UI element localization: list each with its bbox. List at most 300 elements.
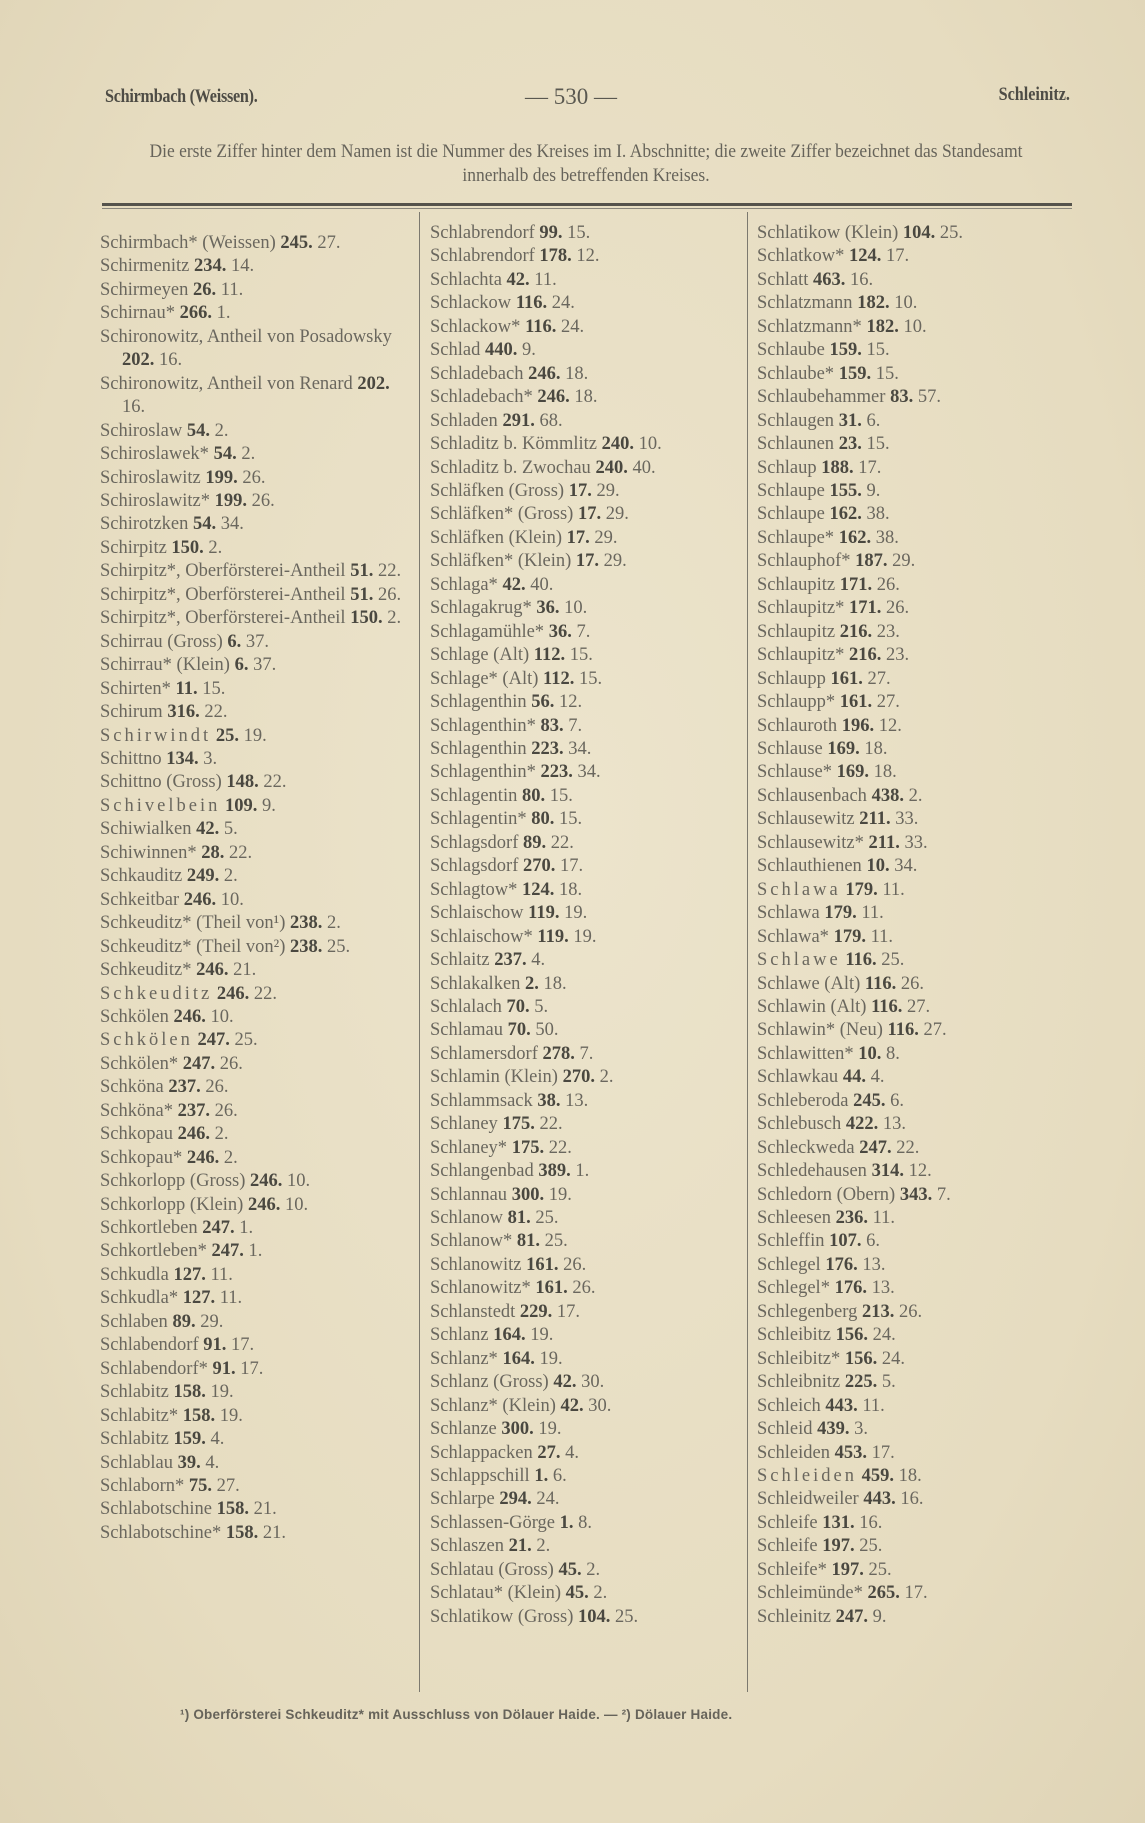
place-name: Schlanz [430,1325,489,1346]
registry-office-number: 22. [204,702,228,723]
registry-office-number: 15. [558,809,583,830]
registry-office-number: 1. [248,1241,263,1262]
place-name: Schlauroth [757,715,838,736]
index-entry [430,457,730,480]
registry-office-number: 18. [898,1466,922,1487]
registry-office-number: 7. [936,1184,951,1205]
registry-office-number: 21. [253,1499,277,1520]
registry-office-number: 17. [240,1358,264,1379]
place-name: Schladebach* [430,387,533,408]
index-entry [757,1019,1057,1042]
registry-office-number: 50. [535,1020,559,1041]
place-name: Schledorn (Obern) [757,1184,896,1205]
registry-office-number: 33. [904,832,928,853]
index-entry [100,701,412,724]
district-number: 116. [871,996,903,1017]
district-number: 278. [542,1043,575,1064]
district-number: 112. [533,645,566,666]
index-entry [757,761,1057,784]
index-entry [100,1498,412,1521]
district-number: 171. [839,574,873,595]
index-entry [430,1442,730,1465]
district-number: 109. [224,795,258,816]
registry-office-number: 10. [564,598,588,619]
registry-office-number: 6. [866,1231,880,1252]
registry-office-number: 15. [579,668,603,689]
place-name: Schlangenbad [430,1161,534,1182]
district-number: 6. [234,655,249,676]
place-name: Schlabrendorf [430,246,535,267]
index-entry [430,1184,730,1207]
index-entry [757,1442,1057,1465]
registry-office-number: 9. [866,480,881,501]
district-number: 240. [601,434,634,455]
index-entry [757,1606,1057,1629]
district-number: 116. [515,293,548,314]
index-entry [430,949,730,972]
index-entry [757,879,1057,902]
district-number: 161. [535,1278,568,1299]
district-number: 179. [845,879,878,900]
place-name: Schlawa* [757,926,829,947]
place-name: Schlanz* (Klein) [430,1395,556,1416]
registry-office-number: 27. [907,996,931,1017]
registry-office-number: 12. [576,246,600,267]
registry-office-number: 11. [872,1208,896,1229]
district-number: 158. [173,1382,206,1403]
registry-office-number: 4. [870,1067,885,1088]
registry-office-number: 22. [548,1137,572,1158]
district-number: 45. [565,1583,589,1604]
registry-office-number: 27. [923,1020,947,1041]
district-number: 36. [536,598,560,619]
registry-office-number: 26. [876,574,900,595]
place-name: Schirpitz*, Oberförsterei-Antheil [100,584,346,605]
district-number: 11. [175,678,198,699]
place-name: Schlamersdorf [430,1043,538,1064]
place-name: Schlanow [430,1208,503,1229]
registry-office-number: 11. [219,1288,243,1309]
district-number: 56. [531,692,555,713]
district-number: 39. [177,1452,201,1473]
index-entry [757,1348,1057,1371]
index-entry [757,1395,1057,1418]
district-number: 453. [834,1442,867,1463]
index-entry [757,691,1057,714]
registry-office-number: 11. [870,926,894,947]
registry-office-number: 26. [251,490,275,511]
index-entry [100,232,412,255]
index-entry [430,1230,730,1253]
place-name: Schlagsdorf [430,832,519,853]
place-name: Schlauphof* [757,551,851,572]
place-name: Schkeuditz* [100,960,192,981]
place-name: Schlakalken [430,973,521,994]
district-number: 175. [511,1137,545,1158]
district-number: 343. [899,1184,933,1205]
place-name: Schleidweiler [757,1489,859,1510]
district-number: 2. [525,973,539,994]
index-entry [100,490,412,513]
district-number: 225. [844,1372,878,1393]
place-name: Schleife [757,1536,818,1557]
place-name: Schkölen* [100,1053,179,1074]
place-name: Schkölen [100,1030,193,1051]
registry-office-number: 34. [220,514,244,535]
place-name: Schirten* [100,678,171,699]
place-name: Schlarpe [430,1489,495,1510]
registry-office-number: 19. [564,903,588,924]
place-name: Schlatikow (Gross) [430,1606,574,1627]
place-name: Schleckweda [757,1137,855,1158]
district-number: 443. [863,1489,896,1510]
place-name: Schlause [757,738,823,759]
district-number: 240. [595,457,628,478]
place-name: Schlaben [100,1311,168,1332]
place-name: Schirpitz*, Oberförsterei-Antheil [100,561,346,582]
district-number: 443. [825,1395,858,1416]
district-number: 124. [848,246,882,267]
district-number: 247. [211,1241,244,1262]
index-entry [100,560,412,583]
district-number: 23. [838,434,862,455]
district-number: 229. [519,1301,553,1322]
registry-office-number: 24. [551,293,575,314]
index-entry [430,1160,730,1183]
district-number: 107. [829,1231,862,1252]
place-name: Schlagentin* [430,809,527,830]
district-number: 42. [502,574,526,595]
registry-office-number: 25. [614,1606,639,1627]
registry-office-number: 17. [560,856,584,877]
index-entry [100,678,412,701]
registry-office-number: 24. [872,1325,896,1346]
index-entry [430,1348,730,1371]
registry-office-number: 3. [203,748,218,769]
place-name: Schlanstedt [430,1301,516,1322]
registry-office-number: 25. [859,1536,883,1557]
place-name: Schlaubehammer [757,387,886,408]
registry-office-number: 2. [223,1147,238,1168]
registry-office-number: 13. [565,1090,589,1111]
district-number: 238. [290,913,323,934]
district-number: 159. [829,340,862,361]
district-number: 199. [205,467,238,488]
district-number: 211. [859,809,891,830]
index-entry [100,255,412,278]
place-name: Schlanowitz* [430,1278,531,1299]
registry-office-number: 16. [859,1512,883,1533]
place-name: Schladitz b. Kömmlitz [430,434,597,455]
place-name: Schittno [100,748,162,769]
place-name: Schlegel* [757,1278,830,1299]
index-entry [757,1113,1057,1136]
index-entry [757,457,1057,480]
registry-office-number: 25. [544,1231,568,1252]
district-number: 54. [186,420,210,441]
place-name: Schlaugen [757,410,835,431]
place-name: Schlaischow [430,903,524,924]
registry-office-number: 25. [868,1559,892,1580]
district-number: 246. [216,983,250,1004]
district-number: 176. [834,1278,867,1299]
place-name: Schirum [100,702,163,723]
index-entry [757,1254,1057,1277]
place-name: Schkorlopp (Gross) [100,1171,246,1192]
index-entry [100,302,412,325]
index-entry [100,420,412,443]
district-number: 249. [186,866,220,887]
place-name: Schlawe [757,950,841,971]
registry-office-number: 2. [593,1583,608,1604]
place-name: Schlagenthin [430,692,527,713]
registry-office-number: 1. [575,1161,590,1182]
district-number: 31. [838,410,862,431]
place-name: Schlagtow* [430,879,518,900]
place-name: Schlabitz [100,1429,169,1450]
district-number: 116. [887,1020,919,1041]
place-name: Schlabendorf* [100,1358,208,1379]
index-entry [100,1029,412,1052]
index-entry [757,1184,1057,1207]
index-entry [430,715,730,738]
district-number: 25. [215,725,239,746]
district-number: 148. [226,772,259,793]
registry-office-number: 17. [858,457,882,478]
index-entry [757,1090,1057,1113]
index-entry [100,584,412,607]
index-entry [100,443,412,466]
district-number: 176. [825,1254,858,1275]
place-name: Schlebusch [757,1114,842,1135]
place-name: Schlausenbach [757,785,867,806]
district-number: 42. [553,1372,577,1393]
district-number: 17. [577,504,602,525]
registry-office-number: 15. [866,340,890,361]
district-number: 216. [839,621,873,642]
registry-office-number: 2. [214,420,229,441]
district-number: 150. [171,537,204,558]
index-entry [430,996,730,1019]
registry-office-number: 15. [875,363,899,384]
registry-office-number: 15. [567,223,591,243]
place-name: Schläfken* (Klein) [430,551,572,572]
index-entry [100,1240,412,1263]
index-entry [757,1066,1057,1089]
place-name: Schkopau* [100,1147,183,1168]
index-entry [757,1137,1057,1160]
district-number: 119. [537,926,569,947]
registry-office-number: 24. [881,1348,905,1369]
place-name: Schirwindt [100,725,212,746]
index-entry [757,245,1057,268]
registry-office-number: 17. [231,1335,255,1356]
place-name: Schköna* [100,1100,173,1121]
registry-office-number: 4. [210,1429,225,1450]
district-number: 164. [502,1348,535,1369]
registry-office-number: 29. [596,480,620,501]
district-number: 291. [502,410,535,431]
registry-office-number: 10. [220,889,244,910]
index-column-2 [430,222,730,1629]
index-entry [100,1170,412,1193]
index-entry [757,1465,1057,1488]
registry-office-number: 19. [538,1419,562,1440]
place-name: Schlaischow* [430,926,533,947]
district-number: 127. [173,1264,206,1285]
place-name: Schlabrendorf [430,223,535,243]
index-entry [430,902,730,925]
place-name: Schläfken (Klein) [430,527,563,548]
place-name: Schlatau* (Klein) [430,1583,561,1604]
place-name: Schirnau* [100,303,176,324]
index-entry [757,269,1057,292]
registry-office-number: 19. [219,1405,243,1426]
district-number: 438. [871,785,904,806]
index-entry [100,1311,412,1334]
running-head-right: Schleinitz. [998,84,1070,105]
place-name: Schlaunen [757,434,835,455]
place-name: Schlaupe* [757,527,835,548]
registry-office-number: 12. [878,715,902,736]
index-entry [757,1371,1057,1394]
registry-office-number: 16. [900,1489,924,1510]
place-name: Schlabotschine* [100,1522,222,1543]
place-name: Schlaube [757,340,825,361]
registry-office-number: 11. [220,279,244,300]
index-entry [100,631,412,654]
place-name: Schlawin* (Neu) [757,1020,883,1041]
index-entry [430,691,730,714]
district-number: 116. [845,950,877,971]
registry-office-number: 26. [377,584,402,605]
place-name: Schleesen [757,1208,831,1229]
index-entry [757,1535,1057,1558]
district-number: 265. [867,1583,900,1604]
place-name: Schlachta [430,269,502,290]
registry-office-number: 2. [536,1536,551,1557]
district-number: 1. [534,1466,549,1487]
registry-office-number: 23. [876,621,900,642]
place-name: Schirmbach* (Weissen) [100,233,276,253]
registry-office-number: 2. [223,866,238,887]
registry-office-number: 21. [262,1522,287,1543]
place-name: Schirmeyen [100,279,189,300]
index-entry [100,936,412,959]
district-number: 156. [844,1348,878,1369]
district-number: 197. [831,1559,864,1580]
place-name: Schlaney [430,1114,498,1135]
registry-office-number: 29. [594,527,618,548]
place-name: Schlamau [430,1020,503,1041]
place-name: Schlawitten* [757,1043,854,1064]
registry-office-number: 18. [558,879,583,900]
registry-office-number: 26. [898,1301,923,1322]
place-name: Schleibitz [757,1325,831,1346]
index-entry [100,1053,412,1076]
place-name: Schlaupitz* [757,598,845,619]
index-entry [100,1452,412,1475]
registry-office-number: 18. [864,738,888,759]
district-number: 213. [861,1301,895,1322]
district-number: 42. [560,1395,584,1416]
index-entry [100,983,412,1006]
place-name: Schlassen-Görge [430,1512,556,1533]
index-column-3 [757,222,1057,1629]
place-name: Schlagamühle* [430,621,545,642]
index-entry [757,339,1057,362]
place-name: Schlaborn* [100,1476,185,1497]
registry-office-number: 19. [210,1382,234,1403]
district-number: 188. [821,457,854,478]
district-number: 119. [528,903,560,924]
district-number: 246. [537,387,570,408]
index-entry [100,959,412,982]
district-number: 124. [521,879,555,900]
index-entry [757,808,1057,831]
place-name: Schleffin [757,1231,825,1252]
place-name: Schlawa [757,903,820,924]
place-name: Schlause* [757,762,833,783]
registry-office-number: 19. [539,1348,563,1369]
district-number: 179. [824,903,857,924]
registry-office-number: 57. [917,387,941,408]
district-number: 127. [182,1288,216,1309]
place-name: Schkeuditz* (Theil von¹) [100,913,286,934]
district-number: 202. [122,350,155,371]
index-entry [757,785,1057,808]
registry-office-number: 15. [866,434,890,455]
place-name: Schlatzmann* [757,316,862,337]
header-rule-thick [102,203,1072,206]
place-name: Schlad [430,340,481,361]
index-entry [430,668,730,691]
district-number: 164. [493,1325,526,1346]
registry-office-number: 38. [875,527,899,548]
index-entry [430,292,730,315]
registry-office-number: 23. [885,645,910,666]
index-entry [430,621,730,644]
place-name: Schleinitz [757,1606,831,1627]
index-entry [430,973,730,996]
place-name: Schköna [100,1077,164,1098]
index-entry [757,1418,1057,1441]
place-name: Schladitz b. Zwochau [430,457,591,478]
index-entry [757,902,1057,925]
registry-office-number: 26. [885,598,910,619]
registry-office-number: 8. [885,1043,900,1064]
district-number: 459. [861,1466,894,1487]
district-number: 81. [516,1231,540,1252]
index-entry [430,832,730,855]
registry-office-number: 29. [603,551,627,572]
registry-office-number: 18. [873,762,897,783]
place-name: Schlaube* [757,363,835,384]
district-number: 202. [357,373,390,394]
district-number: 17. [566,527,590,548]
index-entry [757,644,1057,667]
place-name: Schlatt [757,269,809,290]
place-name: Schkeuditz* (Theil von²) [100,936,286,957]
district-number: 83. [890,387,914,408]
registry-office-number: 2. [208,537,223,558]
index-entry [100,818,412,841]
index-entry [100,1358,412,1381]
index-entry [757,1207,1057,1230]
district-number: 440. [484,340,518,361]
registry-office-number: 22. [539,1114,563,1135]
place-name: Schlabitz* [100,1405,179,1426]
